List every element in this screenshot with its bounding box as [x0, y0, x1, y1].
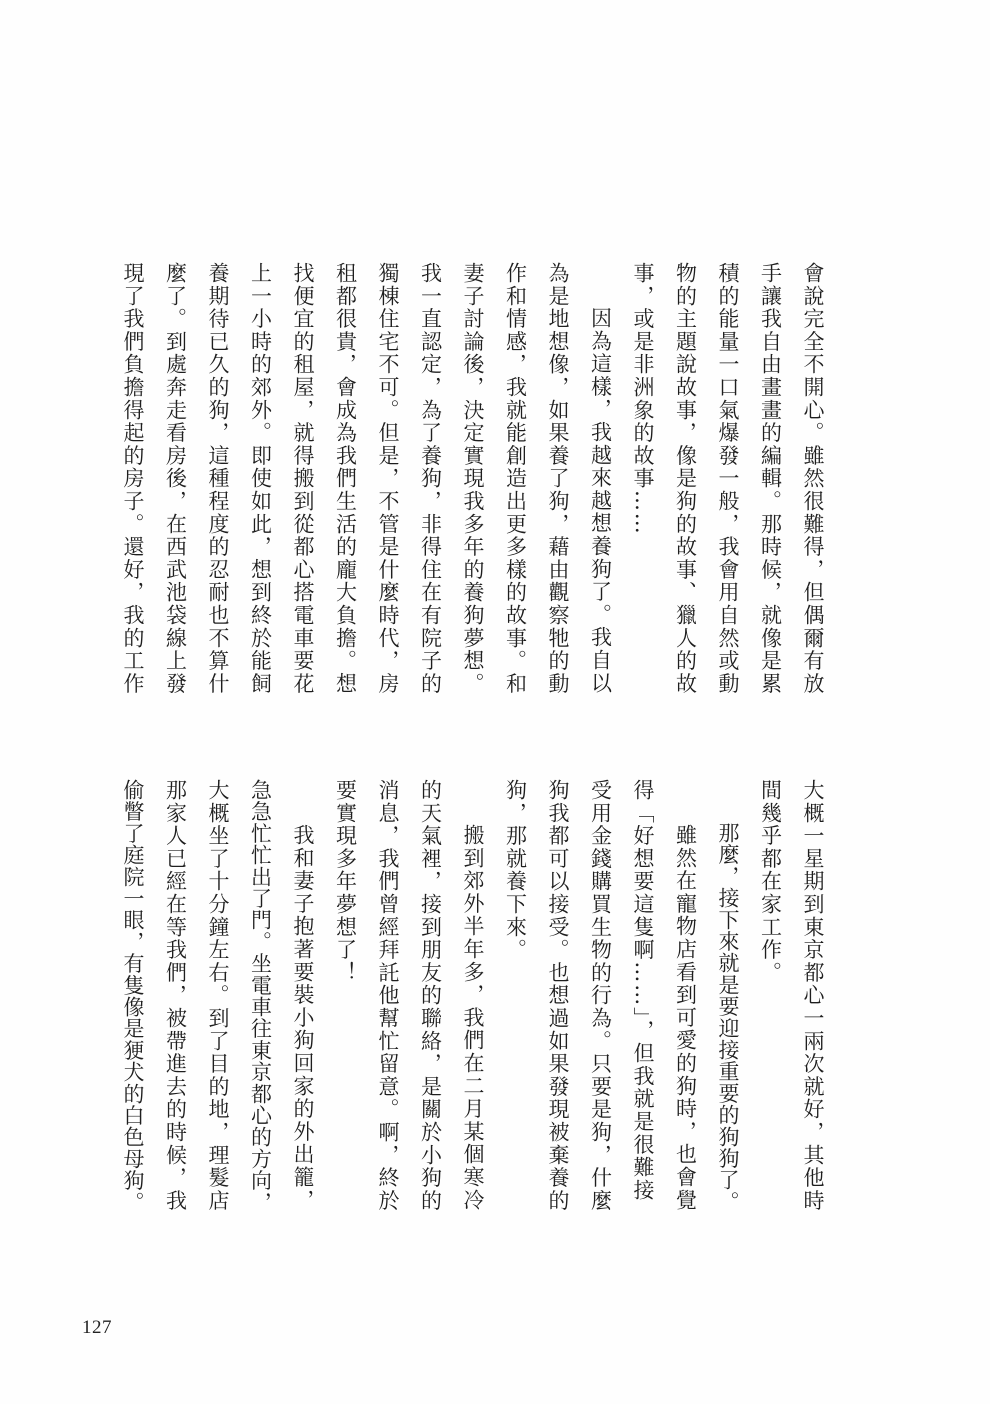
lower-text-block	[112, 779, 835, 1216]
text-column: 間幾乎都在家工作。	[758, 778, 783, 984]
text-column: 我一直認定，為了養狗，非得住在有院子的	[418, 261, 443, 695]
text-column: 妻子討論後，決定實現我多年的養狗夢想。	[461, 261, 485, 695]
text-column: 要實現多年夢想了！	[333, 778, 358, 984]
text-column: 那家人已經在等我們，被帶進去的時候，我	[163, 778, 188, 1212]
text-column: 積的能量一口氣爆發一般，我會用自然或動	[716, 261, 740, 695]
text-column: 為是地想像，如果養了狗，藉由觀察牠的動	[546, 261, 570, 695]
paragraph-start-column: 我和妻子抱著要裝小狗回家的外出籠，	[291, 824, 315, 1212]
text-column: 大概坐了十分鐘左右。到了目的地，理髮店	[206, 778, 230, 1212]
paragraph-start-column: 搬到郊外半年多，我們在二月某個寒冷	[461, 824, 485, 1212]
text-column: 受用金錢購買生物的行為。只要是狗，什麼	[588, 778, 613, 1212]
text-column: 作和情感，我就能創造出更多樣的故事。和	[503, 261, 528, 695]
text-column: 物的主題說故事，像是狗的故事、獵人的故	[673, 261, 698, 695]
text-column: 養期待已久的狗，這種程度的忍耐也不算什	[206, 261, 230, 695]
text-column: 找便宜的租屋，就得搬到從都心搭電車要花	[291, 261, 315, 695]
page-number: 127	[82, 1317, 112, 1338]
paragraph-start-column: 雖然在寵物店看到可愛的狗時，也會覺	[673, 824, 698, 1212]
text-column: 得「好想要這隻啊……」，但我就是很難接	[631, 778, 655, 1202]
text-column: 狗我都可以接受。也想過如果發現被棄養的	[546, 778, 570, 1212]
text-column: 租都很貴，會成為我們生活的龐大負擔。想	[333, 261, 358, 695]
text-column: 偷瞥了庭院一眼，有隻像是㹴犬的白色母狗。	[121, 778, 145, 1213]
text-column: 的天氣裡，接到朋友的聯絡，是關於小狗的	[418, 778, 443, 1212]
text-column: 事，或是非洲象的故事……	[631, 261, 655, 536]
text-column: 獨棟住宅不可。但是，不管是什麼時代，房	[376, 261, 400, 695]
text-column: 消息，我們曾經拜託他幫忙留意。啊，終於	[376, 778, 400, 1212]
paragraph-start-column: 那麼，接下來就是要迎接重要的狗狗了。	[716, 821, 740, 1213]
text-column: 手讓我自由畫畫的編輯。那時候，就像是累	[758, 261, 783, 695]
text-column: 現了我們負擔得起的房子。還好，我的工作	[121, 261, 145, 695]
text-column: 狗，那就養下來。	[503, 778, 528, 961]
text-column: 大概一星期到東京都心一兩次就好，其他時	[801, 778, 825, 1212]
text-column: 會說完全不開心。雖然很難得，但偶爾有放	[801, 261, 825, 695]
upper-text-block	[112, 262, 835, 699]
text-column: 上一小時的郊外。即使如此，想到終於能飼	[248, 261, 273, 695]
text-column: 急急忙忙出了門。坐電車往東京都心的方向，	[248, 778, 273, 1213]
paragraph-start-column: 因為這樣，我越來越想養狗了。我自以	[588, 307, 613, 695]
text-column: 麼了。到處奔走看房後，在西武池袋線上發	[163, 261, 188, 695]
